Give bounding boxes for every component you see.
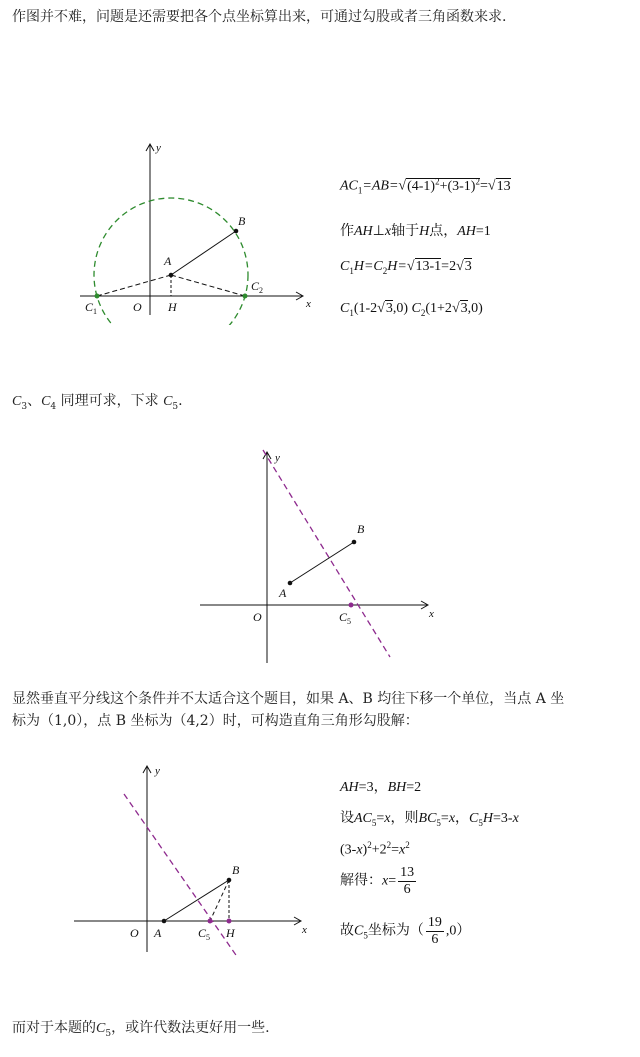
equation-let-ac5: 设$AC_5=x$，则$BC_5=x$，$C_5H=3-x$ — [340, 811, 519, 828]
label-h: H — [168, 300, 177, 314]
label-y: y — [155, 765, 160, 777]
label-y: y — [156, 142, 161, 154]
equation-c1h-c2h: $C_1H=C_2H=√13-1=2√3$ — [340, 259, 472, 276]
label-a: A — [279, 586, 287, 600]
point-b — [234, 229, 239, 234]
label-x: x — [429, 608, 434, 620]
label-b: B — [357, 522, 365, 536]
label-y: y — [275, 452, 280, 464]
figure-perpendicular-bisector — [195, 445, 445, 670]
equation-pythagoras: $(3-x)^2+2^2=x^2$ — [340, 840, 410, 858]
figure-right-triangle — [70, 762, 310, 962]
paragraph-intro: 作图并不难，问题是还需要把各个点坐标算出来，可通过勾股或者三角函数来求. — [12, 9, 507, 25]
segment-a-c1 — [97, 275, 171, 296]
label-a: A — [154, 926, 162, 940]
equation-c5-coordinate: 故$C_5$坐标为（ $\frac{19}{6}$ ,0） — [340, 915, 471, 947]
label-x: x — [306, 298, 311, 310]
segment-ab — [171, 231, 236, 275]
bisector-line — [124, 794, 238, 958]
segment-a-c2 — [171, 275, 245, 296]
point-c5 — [208, 919, 213, 924]
equation-ah-bh: AH=3，BH=2 — [340, 780, 422, 795]
equation-solve-x: 解得：x= $\frac{13}{6}$ — [340, 865, 415, 897]
equation-ac1-length: $AC_1=AB=√(4-1)^2+(3-1)^2=√13$ — [340, 176, 511, 196]
point-b — [352, 540, 357, 545]
bisector-line — [263, 450, 390, 657]
label-o: O — [130, 926, 139, 940]
label-b: B — [232, 863, 240, 877]
point-c5 — [349, 603, 354, 608]
label-c5: $C_5$ — [198, 926, 211, 942]
point-c1 — [95, 294, 100, 299]
label-c1: $C_1$ — [85, 300, 98, 316]
label-o: O — [253, 610, 262, 624]
label-c2: $C_2$ — [251, 279, 264, 295]
label-h: H — [226, 926, 235, 940]
label-b: B — [238, 214, 246, 228]
point-a — [162, 919, 167, 924]
point-h — [227, 919, 232, 924]
equation-c1-c2-coordinates: $C_1(1-2√3,0)$ $C_2(1+2√3,0)$ — [340, 301, 483, 318]
label-o: O — [133, 300, 142, 314]
label-a: A — [164, 254, 172, 268]
paragraph-conclusion: 而对于本题的$C_5$，或许代数法更好用一些. — [12, 1020, 270, 1039]
label-x: x — [302, 924, 307, 936]
figure-circle-construction — [72, 135, 322, 325]
equation-ah-perpendicular: 作AH⊥x轴于H点，AH=1 — [340, 224, 491, 239]
point-c2 — [243, 294, 248, 299]
paragraph-c3-c4: $C_3$、$C_4$ 同理可求，下求 $C_5$. — [12, 393, 183, 412]
label-c5: $C_5$ — [339, 610, 352, 626]
point-a — [169, 273, 174, 278]
point-b — [227, 878, 232, 883]
point-a — [288, 581, 293, 586]
paragraph-shift-down: 显然垂直平分线这个条件并不太适合这个题目，如果 A、B 均往下移一个单位，当点 A 坐 标为（1,0），点 B 坐标为（4,2）时，可构造直角三角形勾股解： — [12, 691, 565, 729]
segment-ab — [290, 542, 354, 583]
